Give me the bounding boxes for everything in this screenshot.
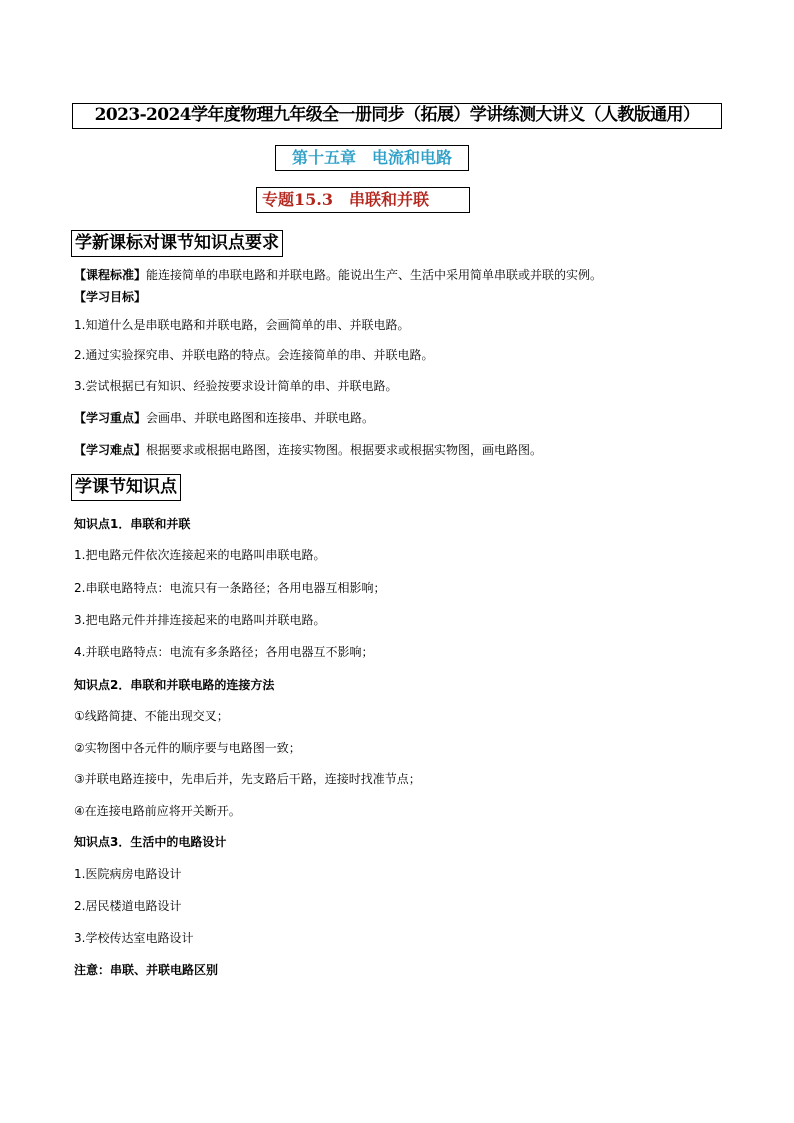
difficult-points: [74, 442, 542, 458]
section-heading-knowledge: 学课节知识点: [71, 474, 181, 501]
main-title: 2023-2024学年度物理九年级全一册同步（拓展）学讲练测大讲义（人教版通用）: [72, 103, 722, 129]
difficult-points-label: 【学习难点】: [74, 443, 147, 457]
knowledge-item: 3.把电路元件并排连接起来的电路叫并联电路。: [74, 613, 326, 627]
knowledge-point-1-title: 知识点1．串联和并联: [74, 517, 191, 531]
knowledge-item: 3.学校传达室电路设计: [74, 931, 194, 945]
knowledge-item: 2.居民楼道电路设计: [74, 899, 182, 913]
difficult-points-text: 根据要求或根据电路图，连接实物图。根据要求或根据实物图，画电路图。: [146, 443, 543, 457]
note: 注意：串联、并联电路区别: [74, 963, 219, 977]
course-standard-label: 【课程标准】: [74, 268, 147, 282]
knowledge-item: 2.串联电路特点：电流只有一条路径；各用电器互相影响；: [74, 581, 386, 595]
topic-title: 专题15.3 串联和并联: [256, 187, 470, 213]
course-standard: [74, 267, 602, 283]
chapter-title: 第十五章 电流和电路: [275, 145, 469, 171]
knowledge-point-3-title: 知识点3．生活中的电路设计: [74, 835, 227, 849]
learning-goal-item: 3.尝试根据已有知识、经验按要求设计简单的串、并联电路。: [74, 379, 398, 393]
course-standard-text: 能连接简单的串联电路和并联电路。能说出生产、生活中采用简单串联或并联的实例。: [146, 268, 603, 282]
knowledge-item: ②实物图中各元件的顺序要与电路图一致；: [74, 741, 301, 755]
key-points: [74, 410, 374, 426]
knowledge-item: 4.并联电路特点：电流有多条路径；各用电器互不影响；: [74, 645, 374, 659]
knowledge-item: 1.把电路元件依次连接起来的电路叫串联电路。: [74, 548, 326, 562]
key-points-text: 会画串、并联电路图和连接串、并联电路。: [146, 411, 375, 425]
learning-goal-item: 2.通过实验探究串、并联电路的特点。会连接简单的串、并联电路。: [74, 348, 434, 362]
knowledge-item: ③并联电路连接中，先串后并，先支路后干路，连接时找准节点；: [74, 772, 421, 786]
knowledge-item: ④在连接电路前应将开关断开。: [74, 804, 241, 818]
learning-goals-label: 【学习目标】: [74, 290, 147, 304]
key-points-label: 【学习重点】: [74, 411, 147, 425]
section-heading-requirements: 学新课标对课节知识点要求: [71, 230, 283, 257]
knowledge-item: ①线路简捷、不能出现交叉；: [74, 709, 229, 723]
knowledge-point-2-title: 知识点2．串联和并联电路的连接方法: [74, 678, 275, 692]
knowledge-item: 1.医院病房电路设计: [74, 867, 182, 881]
learning-goal-item: 1.知道什么是串联电路和并联电路，会画简单的串、并联电路。: [74, 318, 410, 332]
